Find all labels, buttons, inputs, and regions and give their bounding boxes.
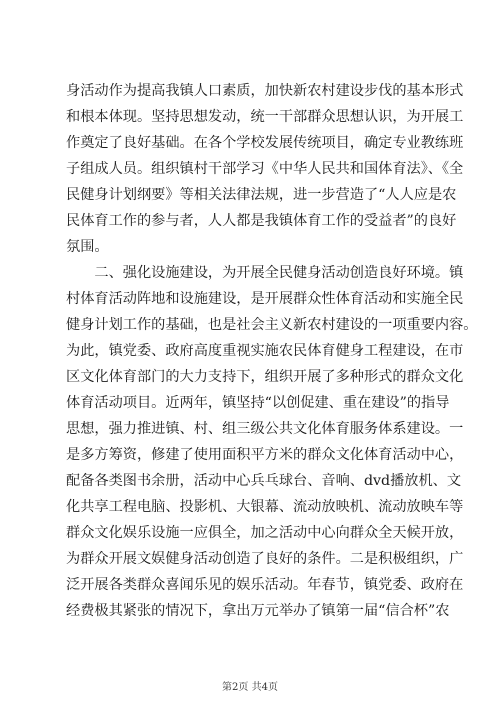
text-line: 泛开展各类群众喜闻乐见的娱乐活动。年春节，镇党委、政府在 — [66, 577, 464, 593]
text-line: 身活动作为提高我镇人口素质，加快新农村建设步伐的基本形式 — [66, 83, 464, 99]
document-body — [66, 78, 478, 624]
text-line: 区文化体育部门的大力支持下，组织开展了多种形式的群众文化 — [66, 369, 464, 385]
text-line: 是多方筹资，修建了使用面积平方米的群众文化体育活动中心， — [66, 447, 464, 463]
text-line: 为群众开展文娱健身活动创造了良好的条件。二是积极组织，广 — [66, 551, 464, 567]
paragraph-first-line: 二、强化设施建设，为开展全民健身活动创造良好环境。镇 — [66, 265, 464, 281]
text-line: 经费极其紧张的情况下，拿出万元举办了镇第一届“信合杯”农 — [66, 603, 450, 619]
text-line: 民体育工作的参与者，人人都是我镇体育工作的受益者”的良好 — [66, 213, 457, 229]
text-line: 群众文化娱乐设施一应俱全，加之活动中心向群众全天候开放， — [66, 525, 464, 541]
paragraph-end-line: 氛围。 — [66, 239, 109, 255]
text-line: 思想，强力推进镇、村、组三级公共文化体育服务体系建设。一 — [66, 421, 464, 437]
text-line: 作奠定了良好基础。在各个学校发展传统项目，确定专业教练班 — [66, 135, 464, 151]
text-line: 和根本体现。坚持思想发动，统一干部群众思想认识，为开展工 — [66, 109, 464, 125]
text-line: 配备各类图书余册，活动中心兵乓球台、音响、dvd播放机、文 — [66, 473, 462, 489]
text-line: 化共享工程电脑、投影机、大银幕、流动放映机、流动放映车等 — [66, 499, 464, 515]
text-line: 健身计划工作的基础，也是社会主义新农村建设的一项重要内容。 — [66, 317, 478, 333]
text-line: 为此，镇党委、政府高度重视实施农民体育健身工程建设，在市 — [66, 343, 464, 359]
text-line: 村体育活动阵地和设施建设，是开展群众性体育活动和实施全民 — [66, 291, 464, 307]
page-number-footer: 第2页 共4页 — [222, 682, 278, 693]
text-line: 体育活动项目。近两年，镇坚持“以创促建、重在建设”的指导 — [66, 395, 450, 411]
text-line: 子组成人员。组织镇村干部学习《中华人民共和国体育法》、《全 — [66, 161, 464, 177]
text-line: 民健身计划纲要》等相关法律法规，进一步营造了“人人应是农 — [66, 187, 457, 203]
